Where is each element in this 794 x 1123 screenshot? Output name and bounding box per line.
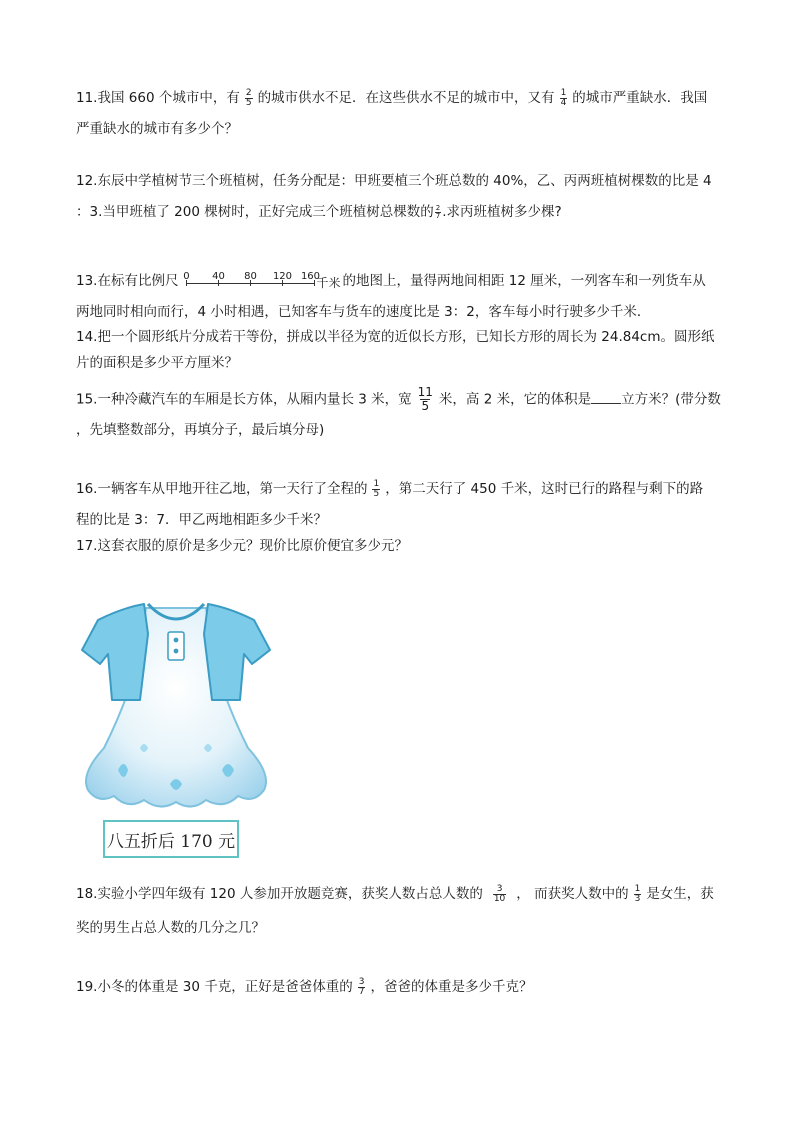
q15-line-2: ，先填整数部分，再填分子，最后填分母) [76,422,325,438]
q18-line-1: 18.实验小学四年级有 120 人参加开放题竞赛，获奖人数占总人数的 $\frac{3}{10}$ ， 而获奖人数中的 $\frac{1}{3}$ 是女生，获 [76,883,714,904]
scale-tick-label: 160 [300,271,321,282]
q12-line-2: ：3.当甲班植了 200 棵树时，正好完成三个班植树总棵数的 $\frac{2}{7}$ .求丙班植树多少棵? [76,203,562,220]
scale-tick-label: 80 [244,271,257,282]
q19-line-1: 19.小冬的体重是 30 千克，正好是爸爸体重的 $\frac{3}{7}$ ，爸爸的体重是多少千克？ [76,976,533,997]
fraction: $\frac{3}{7}$ [358,976,365,997]
fraction: $\frac{1}{5}$ [373,478,380,499]
q11-line-2: 严重缺水的城市有多少个？ [76,121,238,137]
q14-line-1: 14.把一个圆形纸片分成若干等份，拼成以半径为宽的近似长方形，已知长方形的周长为 24.84cm。圆形纸 [76,329,715,345]
q13-line-1: 13.在标有比例尺 0 40 80 120 160 千米 的地图上，量得两地间相距 12 厘米，一列客车和一列货车从 [76,271,706,291]
fraction: $\frac{2}{7}$ [435,203,441,220]
fraction: $\frac{11}{5}$ [417,385,433,413]
q12-line-1: 12.东辰中学植树节三个班植树，任务分配是：甲班要植三个班总数的 40%，乙、丙两班植树棵数的比是 4 [76,173,712,189]
q14-line-2: 片的面积是多少平方厘米？ [76,355,238,371]
map-scale-bar [183,271,341,291]
price-tag: 八五折后 170 元 [103,820,239,858]
clothing-image [78,598,274,812]
fraction: $\frac{2}{5}$ [245,87,252,108]
q17-line-1: 17.这套衣服的原价是多少元？现价比原价便宜多少元？ [76,538,408,554]
scale-unit: 千米 [316,276,341,290]
q16-line-1: 16.一辆客车从甲地开往乙地，第一天行了全程的 $\frac{1}{5}$ ，第二天行了 450 千米，这时已行的路程与剩下的路 [76,478,704,499]
q16-line-2: 程的比是 3：7．甲乙两地相距多少千米？ [76,512,327,528]
q18-line-2: 奖的男生占总人数的几分之几？ [76,920,265,936]
scale-tick-label: 40 [212,271,225,282]
fraction: $\frac{1}{4}$ [560,87,567,108]
fraction: $\frac{1}{3}$ [634,883,641,904]
scale-tick-label: 120 [272,271,293,282]
q11-line-1: 11.我国 660 个城市中，有 $\frac{2}{5}$ 的城市供水不足．在这些供水不足的城市中，又有 $\frac{1}{4}$ 的城市严重缺水．我国 [76,87,708,108]
fraction: $\frac{3}{10}$ [493,883,506,904]
answer-blank[interactable] [591,389,621,404]
q13-line-2: 两地同时相向而行，4 小时相遇，已知客车与货车的速度比是 3：2，客车每小时行驶多少千米． [76,304,651,320]
q15-line-1: 15.一种冷藏汽车的车厢是长方体，从厢内量长 3 米，宽 $\frac{11}{5}$ 米，高 2 米，它的体积是 立方米？(带分数 [76,385,721,413]
jacket-right [204,604,270,700]
scale-tick-label: 0 [183,271,190,282]
jacket-left [82,604,148,700]
